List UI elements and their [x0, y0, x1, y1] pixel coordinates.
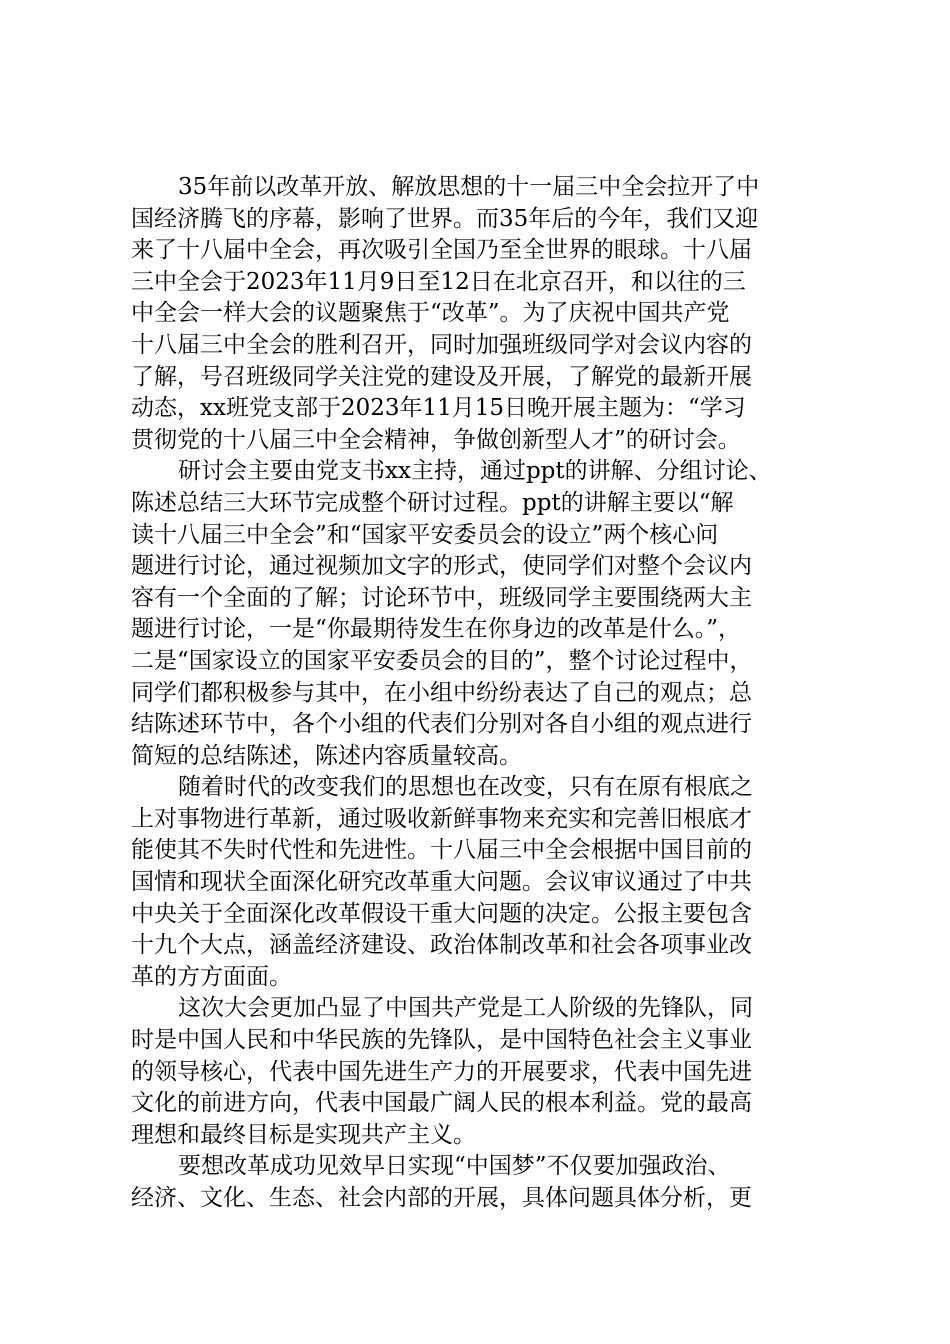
text-line: 能使其不失时代性和先进性。十八届三中全会根据中国目前的	[131, 837, 752, 864]
text-line: 结陈述环节中，各个小组的代表们分别对各自小组的观点进行	[131, 711, 752, 738]
text-line: 读十八届三中全会”和“国家平安委员会的设立”两个核心问	[131, 521, 719, 548]
text-line: 这次大会更加凸显了中国共产党是工人阶级的先锋队，同	[178, 995, 753, 1022]
text-line: 陈述总结三大环节完成整个研讨过程。ppt的讲解主要以“解	[131, 489, 734, 516]
paragraph-1	[131, 172, 831, 456]
text-line: 三中全会于2023年11月9日至12日在北京召开，和以往的三	[131, 268, 746, 295]
text-line: 的领导核心，代表中国先进生产力的开展要求，代表中国先进	[131, 1058, 752, 1085]
text-line: 国经济腾飞的序幕，影响了世界。而35年后的今年，我们又迎	[131, 205, 759, 232]
text-line: 容有一个全面的了解；讨论环节中，班级同学主要围绕两大主	[131, 584, 752, 611]
paragraph-4	[131, 993, 831, 1151]
text-line: 中央关于全面深化改革假设干重大问题的决定。公报主要包含	[131, 900, 752, 927]
text-line: 时是中国人民和中华民族的先锋队，是中国特色社会主义事业	[131, 1027, 752, 1054]
text-line: 贯彻党的十八届三中全会精神，争做创新型人才”的研讨会。	[131, 426, 741, 453]
paragraph-3	[131, 772, 831, 993]
text-line: 简短的总结陈述，陈述内容质量较高。	[131, 742, 522, 769]
text-line: 研讨会主要由党支书xx主持，通过ppt的讲解、分组讨论、	[178, 458, 772, 485]
text-line: 十九个大点，涵盖经济建设、政治体制改革和社会各项事业改	[131, 932, 752, 959]
text-line: 来了十八届中全会，再次吸引全国乃至全世界的眼球。十八届	[131, 237, 752, 264]
document-body	[131, 172, 831, 1215]
text-line: 文化的前进方向，代表中国最广阔人民的根本利益。党的最高	[131, 1090, 752, 1117]
text-line: 35年前以改革开放、解放思想的十一届三中全会拉开了中	[178, 174, 760, 200]
text-line: 中全会一样大会的议题聚焦于“改革”。为了庆祝中国共产党	[131, 300, 730, 327]
paragraph-2	[131, 456, 831, 772]
text-line: 动态，xx班党支部于2023年11月15日晚开展主题为：“学习	[131, 395, 746, 422]
text-line: 了解，号召班级同学关注党的建设及开展，了解党的最新开展	[131, 363, 752, 390]
text-line: 要想改革成功见效早日实现“中国梦”不仅要加强政治、	[178, 1153, 731, 1180]
text-line: 理想和最终目标是实现共产主义。	[131, 1121, 476, 1148]
text-line: 上对事物进行革新，通过吸收新鲜事物来充实和完善旧根底才	[131, 805, 752, 832]
text-line: 题进行讨论，一是“你最期待发生在你身边的改革是什么。”，	[131, 616, 742, 643]
text-line: 同学们都积极参与其中，在小组中纷纷表达了自己的观点；总	[131, 679, 752, 706]
text-line: 革的方方面面。	[131, 963, 292, 990]
text-line: 十八届三中全会的胜利召开，同时加强班级同学对会议内容的	[131, 331, 752, 358]
text-line: 二是“国家设立的国家平安委员会的目的”，整个讨论过程中，	[131, 647, 753, 674]
text-line: 国情和现状全面深化研究改革重大问题。会议审议通过了中共	[131, 869, 752, 896]
paragraph-5	[131, 1151, 831, 1214]
text-line: 经济、文化、生态、社会内部的开展，具体问题具体分析，更	[131, 1185, 752, 1211]
text-line: 题进行讨论，通过视频加文字的形式，使同学们对整个会议内	[131, 553, 752, 580]
text-line: 随着时代的改变我们的思想也在改变，只有在原有根底之	[178, 774, 753, 801]
